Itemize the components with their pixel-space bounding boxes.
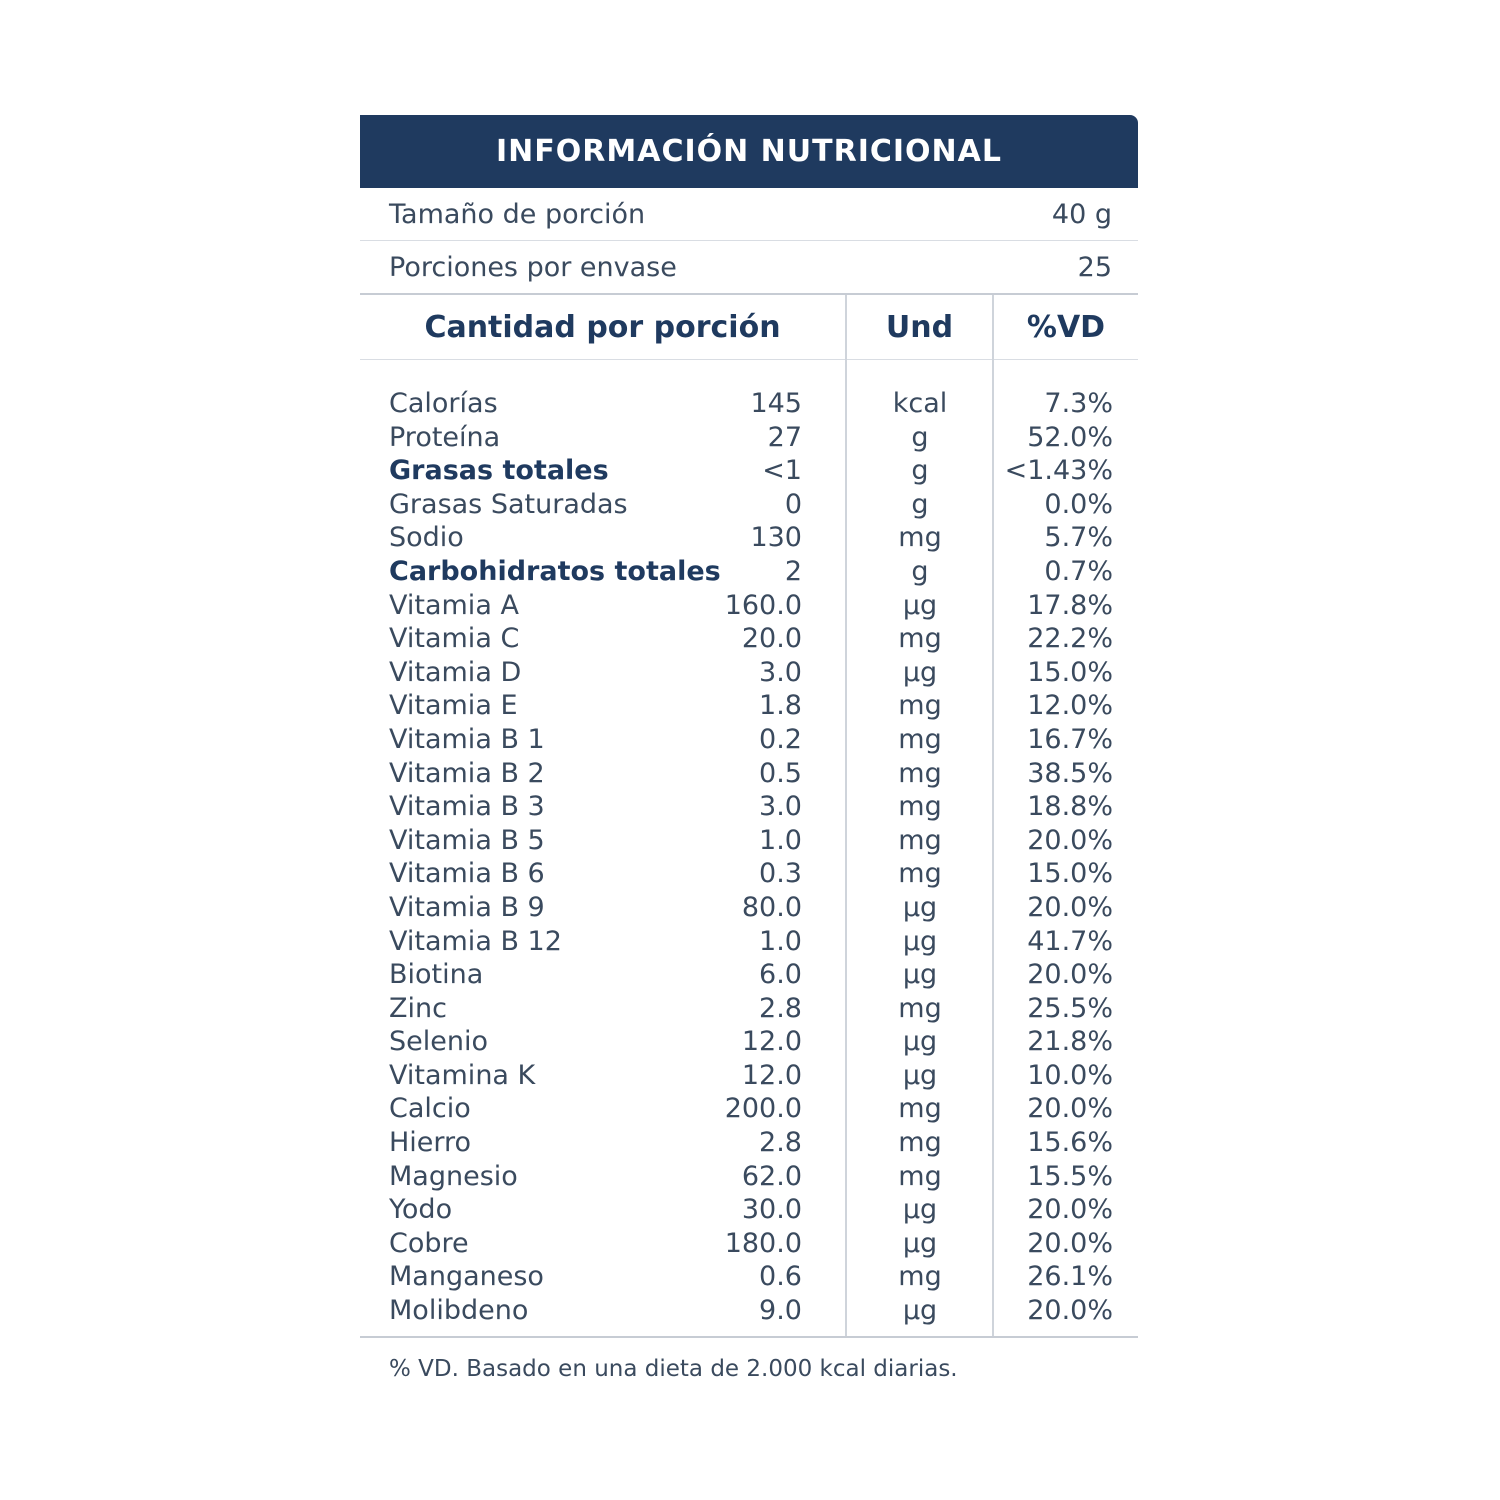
nutrient-unit: g [911,421,929,453]
nutrient-dv: 52.0% [1027,421,1113,453]
nutrient-row [360,824,1138,858]
nutrient-dv: 0.7% [1044,555,1113,587]
nutrient-amount: 1.0 [759,824,802,856]
nutrient-row [360,723,1138,757]
nutrient-name: Vitamia C [389,623,520,655]
nutrient-row [360,1160,1138,1194]
nutrient-dv: 20.0% [1027,1295,1113,1327]
nutrient-row [360,1260,1138,1294]
servings-per-container-row [360,241,1138,295]
nutrient-dv: 18.8% [1027,791,1113,823]
nutrient-unit: µg [902,1227,938,1259]
column-header-dv: %VD [994,295,1138,360]
nutrient-dv: 12.0% [1027,690,1113,722]
nutrient-name: Vitamia B 12 [389,925,562,957]
nutrient-amount: 180.0 [724,1227,802,1259]
nutrient-dv: 15.0% [1027,858,1113,890]
nutrition-panel [360,115,1138,1338]
nutrient-unit: mg [898,791,942,823]
nutrient-table [360,295,1138,1338]
nutrient-row [360,488,1138,522]
nutrient-row [360,790,1138,824]
nutrient-dv: 15.5% [1027,1160,1113,1192]
nutrient-name: Vitamia B 9 [389,891,545,923]
nutrient-amount: 0.6 [759,1261,802,1293]
nutrient-dv: 20.0% [1027,1194,1113,1226]
nutrient-unit: µg [902,656,938,688]
nutrient-amount: <1 [762,455,802,487]
nutrient-dv: 10.0% [1027,1059,1113,1091]
nutrient-unit: mg [898,723,942,755]
nutrient-name: Vitamia B 1 [389,723,545,755]
nutrient-dv: 0.0% [1044,488,1113,520]
nutrient-name: Carbohidratos totales [389,555,721,587]
nutrient-dv: 26.1% [1027,1261,1113,1293]
serving-size-value: 40 g [1051,198,1112,230]
nutrient-name: Selenio [389,1026,488,1058]
nutrient-name: Calcio [389,1093,471,1125]
nutrient-amount: 27 [767,421,802,453]
nutrient-name: Zinc [389,992,447,1024]
nutrient-row [360,958,1138,992]
nutrient-amount: 80.0 [741,891,802,923]
nutrient-unit: mg [898,623,942,655]
nutrient-unit: g [911,488,929,520]
nutrient-row [360,454,1138,488]
column-header-amount: Cantidad por porción [360,295,845,360]
nutrient-name: Sodio [389,522,464,554]
nutrient-amount: 0.3 [759,858,802,890]
nutrient-dv: 22.2% [1027,623,1113,655]
nutrient-dv: <1.43% [1004,455,1113,487]
nutrient-dv: 20.0% [1027,1227,1113,1259]
nutrient-row [360,555,1138,589]
serving-size-row [360,188,1138,241]
nutrient-amount: 0.5 [759,757,802,789]
nutrient-name: Proteína [389,421,501,453]
nutrient-dv: 20.0% [1027,959,1113,991]
nutrient-row [360,1193,1138,1227]
nutrient-row [360,387,1138,421]
nutrient-name: Calorías [389,388,498,419]
nutrient-amount: 12.0 [741,1026,802,1058]
nutrient-amount: 2.8 [759,992,802,1024]
nutrient-name: Vitamina K [389,1059,536,1091]
nutrient-amount: 1.8 [759,690,802,722]
nutrient-unit: µg [902,1194,938,1226]
serving-size-label: Tamaño de porción [389,198,646,230]
nutrient-row [360,1126,1138,1160]
servings-per-container-value: 25 [1077,251,1112,283]
nutrient-row [360,1059,1138,1093]
nutrient-unit: mg [898,522,942,554]
nutrient-name: Cobre [389,1227,469,1259]
nutrient-name: Vitamia B 5 [389,824,545,856]
nutrient-dv: 15.6% [1027,1127,1113,1159]
nutrient-name: Vitamia E [389,690,518,722]
nutrient-name: Molibdeno [389,1295,529,1327]
nutrient-amount: 2.8 [759,1127,802,1159]
nutrient-unit: mg [898,824,942,856]
nutrient-dv: 25.5% [1027,992,1113,1024]
nutrient-dv: 7.3% [1044,388,1113,419]
nutrient-unit: µg [902,589,938,621]
nutrient-name: Grasas Saturadas [389,488,628,520]
nutrient-amount: 0.2 [759,723,802,755]
nutrient-dv: 16.7% [1027,723,1113,755]
nutrient-row [360,1294,1138,1328]
nutrient-amount: 0 [784,488,802,520]
nutrient-amount: 6.0 [759,959,802,991]
nutrient-unit: µg [902,959,938,991]
nutrient-dv: 17.8% [1027,589,1113,621]
nutrient-row [360,521,1138,555]
nutrient-amount: 20.0 [741,623,802,655]
nutrient-unit: g [911,555,929,587]
nutrient-amount: 30.0 [741,1194,802,1226]
nutrient-unit: mg [898,1127,942,1159]
nutrient-name: Biotina [389,959,484,991]
nutrient-amount: 3.0 [759,656,802,688]
nutrient-row [360,891,1138,925]
nutrient-row [360,421,1138,455]
nutrient-unit: mg [898,992,942,1024]
nutrient-row [360,925,1138,959]
nutrient-dv: 20.0% [1027,1093,1113,1125]
nutrient-row [360,857,1138,891]
nutrient-amount: 1.0 [759,925,802,957]
nutrient-unit: kcal [892,388,948,419]
nutrient-name: Vitamia B 2 [389,757,545,789]
nutrient-unit: µg [902,925,938,957]
nutrient-row [360,1227,1138,1261]
nutrient-row [360,589,1138,623]
nutrient-amount: 12.0 [741,1059,802,1091]
nutrient-name: Magnesio [389,1160,518,1192]
nutrient-unit: µg [902,1295,938,1327]
nutrient-dv: 15.0% [1027,656,1113,688]
nutrient-row [360,689,1138,723]
nutrient-unit: µg [902,891,938,923]
nutrient-dv: 20.0% [1027,891,1113,923]
nutrient-name: Vitamia B 6 [389,858,545,890]
nutrient-unit: µg [902,1026,938,1058]
nutrient-unit: mg [898,757,942,789]
nutrient-amount: 130 [750,522,802,554]
footnote: % VD. Basado en una dieta de 2.000 kcal diarias. [389,1356,958,1382]
nutrient-name: Grasas totales [389,455,609,487]
nutrient-unit: g [911,455,929,487]
nutrient-unit: mg [898,1261,942,1293]
nutrient-dv: 20.0% [1027,824,1113,856]
nutrient-dv: 41.7% [1027,925,1113,957]
nutrient-amount: 2 [784,555,802,587]
nutrient-name: Vitamia B 3 [389,791,545,823]
nutrient-name: Manganeso [389,1261,544,1293]
servings-per-container-label: Porciones por envase [389,251,677,283]
nutrient-row [360,656,1138,690]
nutrient-amount: 145 [750,388,802,419]
nutrient-name: Vitamia D [389,656,522,688]
nutrient-name: Yodo [389,1194,453,1226]
panel-title: INFORMACIÓN NUTRICIONAL [360,115,1138,188]
nutrient-unit: mg [898,1160,942,1192]
table-bottom-border [360,1336,1138,1338]
column-header-unit: Und [847,295,992,360]
nutrient-unit: mg [898,690,942,722]
nutrient-row [360,1092,1138,1126]
nutrient-name: Hierro [389,1127,472,1159]
nutrient-name: Vitamia A [389,589,519,621]
nutrient-rows [360,387,1138,1328]
nutrient-dv: 38.5% [1027,757,1113,789]
nutrient-unit: µg [902,1059,938,1091]
nutrient-amount: 160.0 [724,589,802,621]
nutrient-row [360,1025,1138,1059]
nutrient-amount: 62.0 [741,1160,802,1192]
nutrient-amount: 200.0 [724,1093,802,1125]
nutrient-unit: mg [898,1093,942,1125]
nutrient-unit: mg [898,858,942,890]
nutrient-amount: 3.0 [759,791,802,823]
nutrient-row [360,757,1138,791]
nutrient-row [360,992,1138,1026]
nutrient-dv: 21.8% [1027,1026,1113,1058]
nutrient-amount: 9.0 [759,1295,802,1327]
nutrient-dv: 5.7% [1044,522,1113,554]
nutrient-row [360,622,1138,656]
